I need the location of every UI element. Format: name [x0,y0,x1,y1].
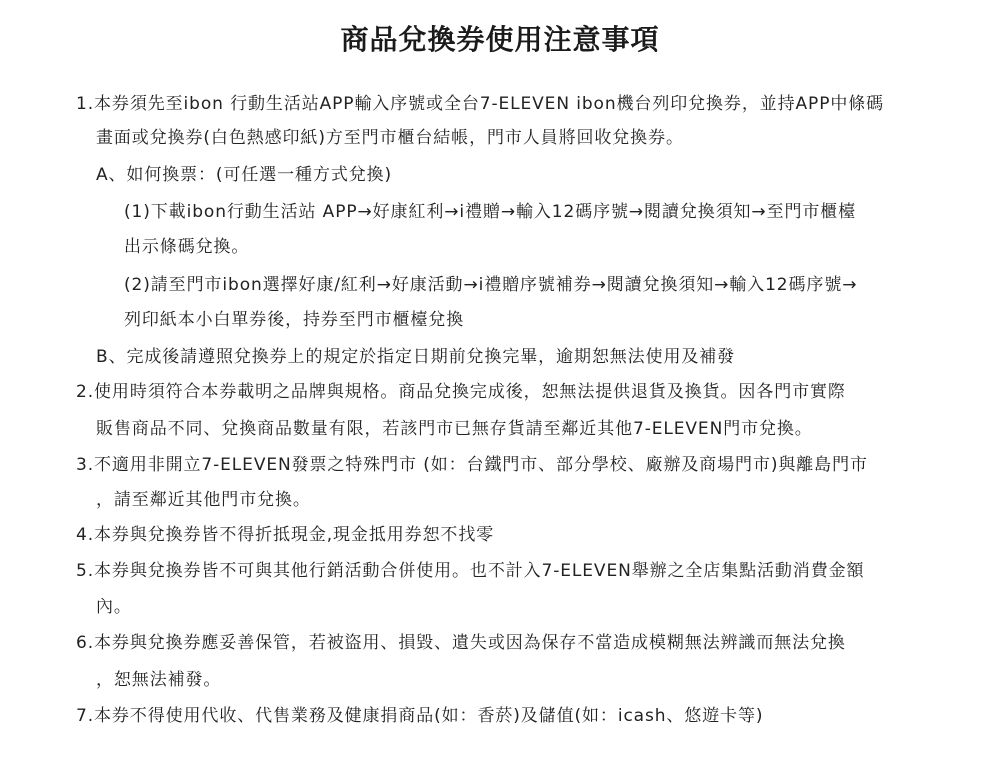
rule-1-line-1: 1.本券須先至ibon 行動生活站APP輸入序號或全台7-ELEVEN ibon機台列印兌換券，並持APP中條碼 [76,94,885,114]
rule-5-line-1: 5.本券與兌換券皆不可與其他行銷活動合併使用。也不計入7-ELEVEN舉辦之全店集點活動消費金額 [76,561,865,581]
rule-1a-step-1-line-1: (1)下載ibon行動生活站 APP→好康紅利→i禮贈→輸入12碼序號→閱讀兌換須知→至門市櫃檯 [124,202,857,222]
rule-1b: B、完成後請遵照兌換券上的規定於指定日期前兌換完畢，逾期恕無法使用及補發 [96,347,736,367]
rule-6-line-2: ，恕無法補發。 [96,670,222,690]
rule-1a-heading: A、如何換票：(可任選一種方式兌換) [96,165,393,185]
rule-1-line-2: 畫面或兌換券(白色熱感印紙)方至門市櫃台結帳，門市人員將回收兌換券。 [96,128,684,148]
rule-4: 4.本券與兌換券皆不得折抵現金,現金抵用券恕不找零 [76,525,495,545]
page-title: 商品兌換券使用注意事項 [340,23,660,56]
rule-3-line-2: ，請至鄰近其他門市兌換。 [96,490,311,510]
rule-7: 7.本券不得使用代收、代售業務及健康捐商品(如：香菸)及儲值(如：icash、悠遊卡等) [76,706,764,726]
rule-2-line-1: 2.使用時須符合本券載明之品牌與規格。商品兌換完成後，恕無法提供退貨及換貨。因各門市實際 [76,382,846,402]
rule-1a-step-1-line-2: 出示條碼兌換。 [124,237,250,257]
rule-5-line-2: 內。 [96,597,132,617]
rule-3-line-1: 3.不適用非開立7-ELEVEN發票之特殊門市 (如：台鐵門市、部分學校、廠辦及商場門市)與離島門市 [76,455,868,475]
rule-6-line-1: 6.本券與兌換券應妥善保管，若被盜用、損毀、遺失或因為保存不當造成模糊無法辨識而無法兌換 [76,633,846,653]
rule-2-line-2: 販售商品不同、兌換商品數量有限，若該門市已無存貨請至鄰近其他7-ELEVEN門市兌換。 [96,419,813,439]
rule-1a-step-2-line-2: 列印紙本小白單券後，持券至門市櫃檯兌換 [124,310,465,330]
rule-1a-step-2-line-1: (2)請至門市ibon選擇好康/紅利→好康活動→i禮贈序號補券→閱讀兌換須知→輸入12碼序號→ [124,275,858,295]
